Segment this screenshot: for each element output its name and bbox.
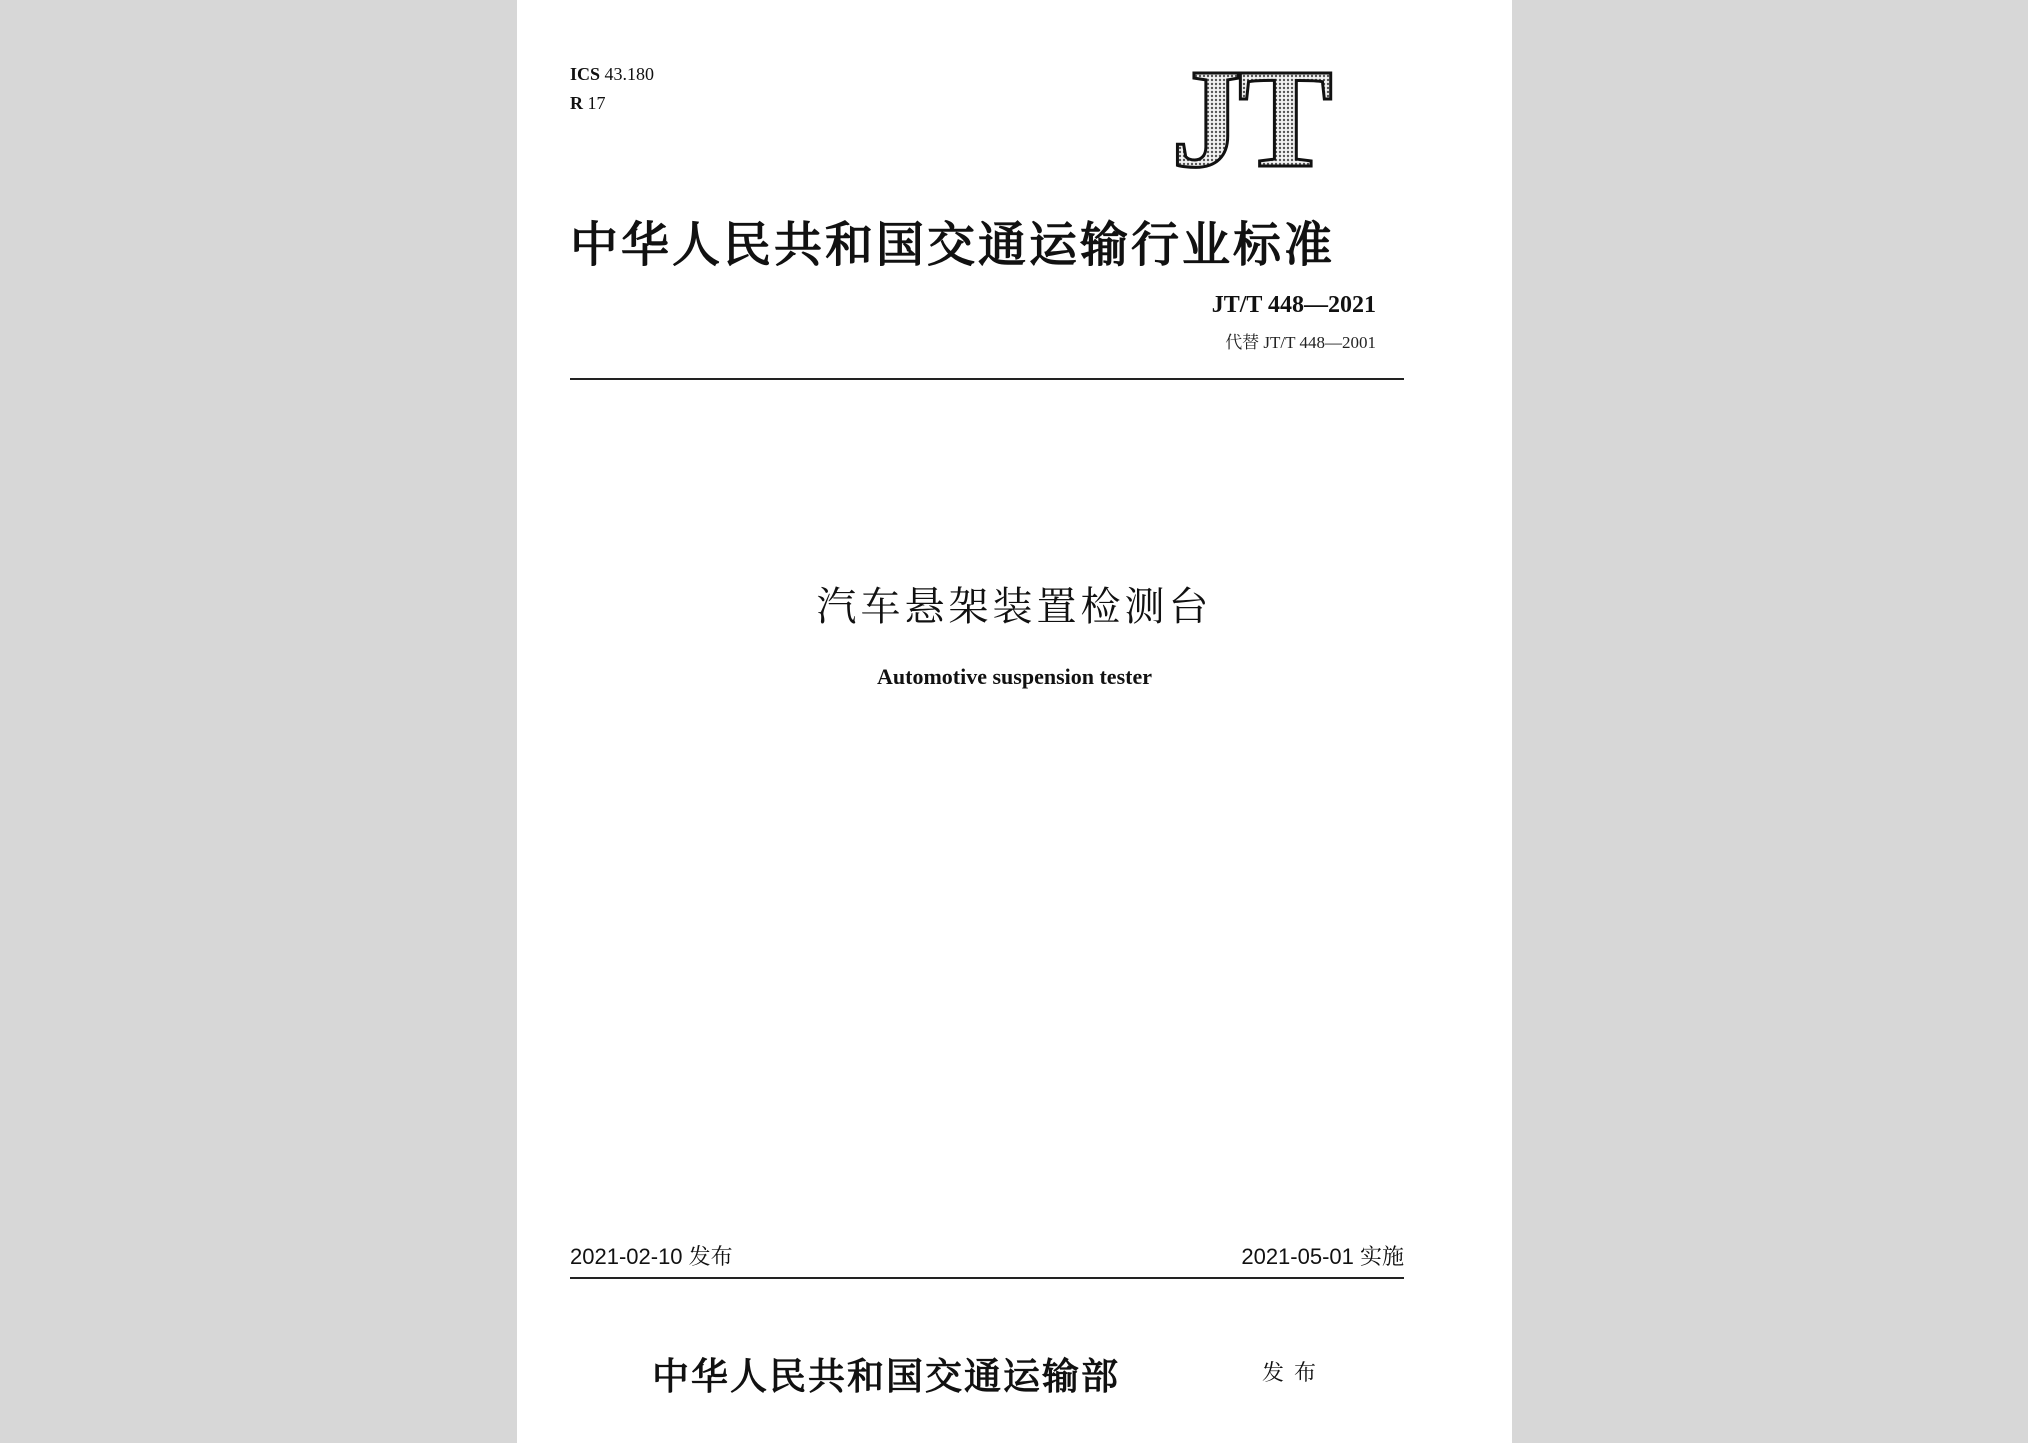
logo-text: JT — [1171, 58, 1329, 176]
publish-label: 发布 — [1262, 1361, 1327, 1386]
ics-code: 43.180 — [604, 64, 655, 84]
standard-code: JT/T 448—2021 — [1211, 292, 1376, 318]
issue-date: 2021-02-10 发布 — [570, 1244, 733, 1269]
document-title-cn: 汽车悬架装置检测台 — [816, 584, 1213, 630]
issuer-title: 中华人民共和国交通运输行业标准 — [570, 217, 1336, 273]
class-code: 17 — [587, 93, 606, 113]
class-label: R — [570, 93, 583, 113]
header-divider — [570, 378, 1404, 380]
publisher-name: 中华人民共和国交通运输部 — [652, 1355, 1120, 1398]
ics-label: ICS — [570, 64, 601, 84]
document-title-en: Automotive suspension tester — [877, 664, 1152, 689]
implementation-date: 2021-05-01 实施 — [1241, 1244, 1404, 1269]
replaces-standard: 代替 JT/T 448—2001 — [1225, 333, 1376, 352]
jt-logo — [1150, 58, 1350, 176]
ics-line — [570, 60, 654, 89]
classification-codes — [570, 60, 654, 118]
footer-divider — [570, 1277, 1404, 1279]
class-line — [570, 89, 654, 118]
